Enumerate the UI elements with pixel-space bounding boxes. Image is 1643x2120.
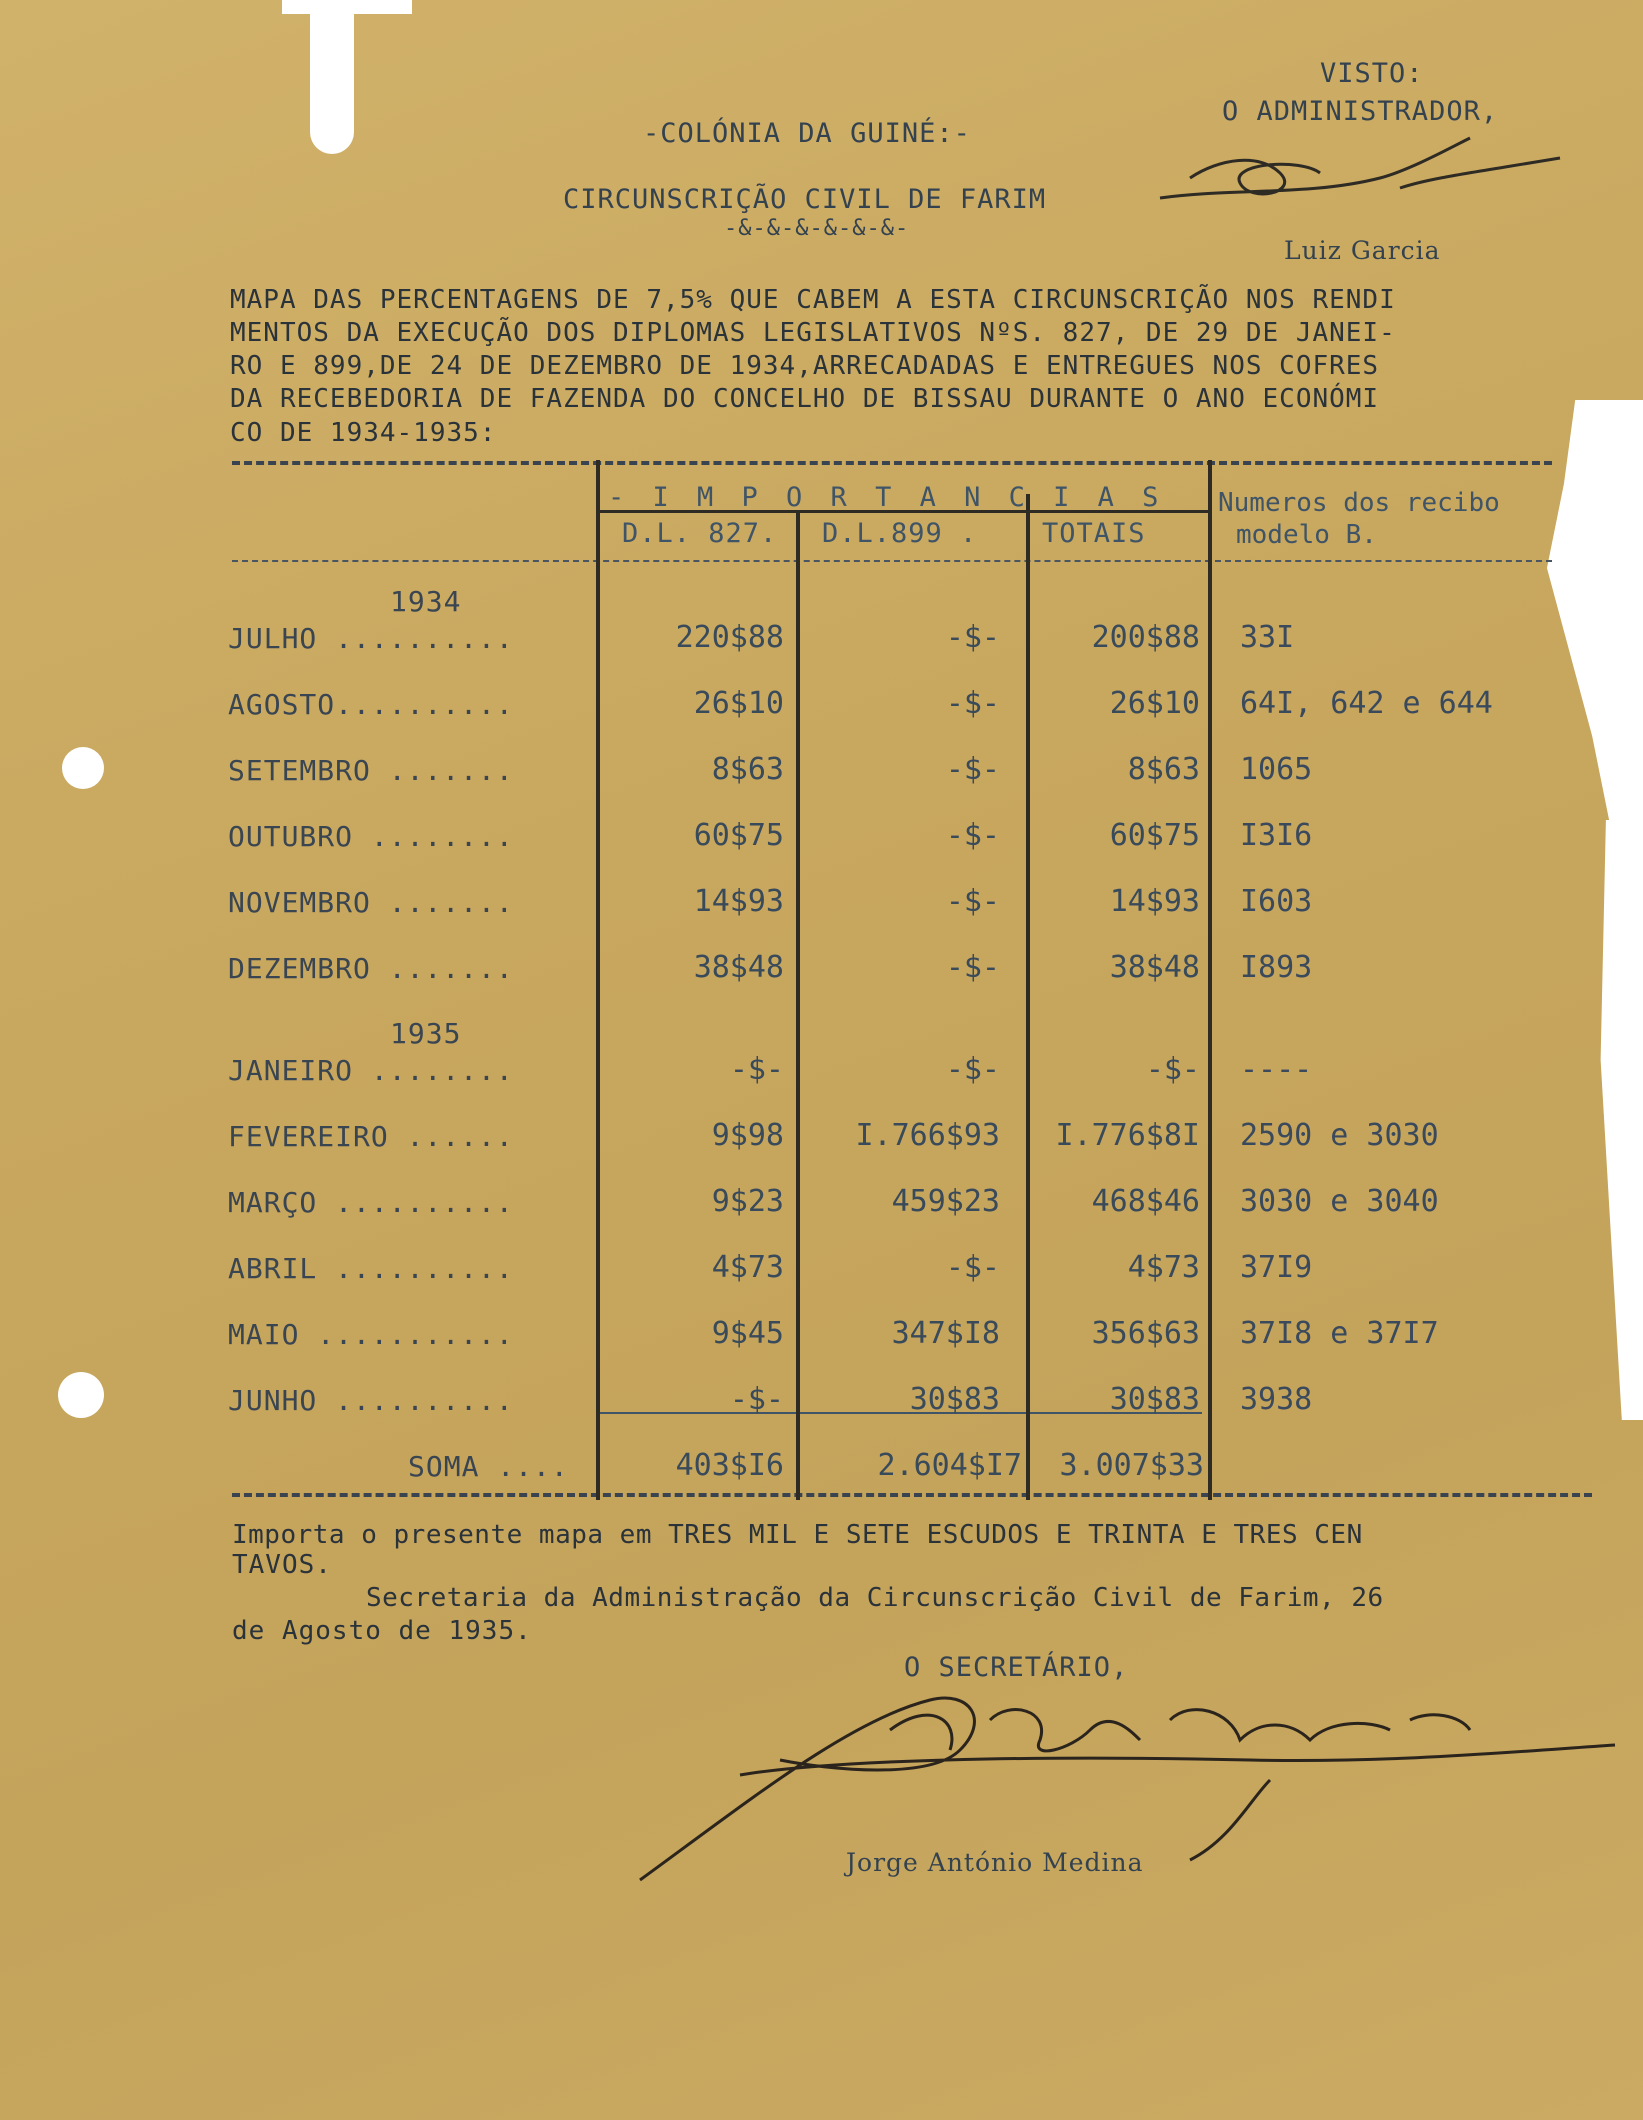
row-receipts: ---- — [1240, 1052, 1313, 1087]
row-dl899: -$- — [945, 1052, 1000, 1087]
row-dl827: -$- — [729, 1052, 784, 1087]
column-rule-4 — [1208, 460, 1212, 1500]
sum-dl827: 403$I6 — [675, 1448, 784, 1483]
row-receipts: 33I — [1240, 620, 1295, 655]
row-receipts: 2590 e 3030 — [1240, 1118, 1439, 1153]
column-rule-2 — [796, 510, 800, 1500]
row-dl827: 38$48 — [693, 950, 784, 985]
row-dl899: -$- — [945, 752, 1000, 787]
row-dl827: 9$98 — [711, 1118, 784, 1153]
row-month: FEVEREIRO ...... — [228, 1120, 514, 1153]
row-total: 30$83 — [1109, 1382, 1200, 1417]
sum-label: SOMA .... — [408, 1450, 569, 1483]
torn-edge-top — [282, 0, 412, 14]
visto-label: VISTO: — [1320, 58, 1424, 89]
intro-line-3: RO E 899,DE 24 DE DEZEMBRO DE 1934,ARRECADADAS E ENTREGUES NOS COFRES — [230, 351, 1380, 381]
row-dl899: -$- — [945, 818, 1000, 853]
row-total: 14$93 — [1109, 884, 1200, 919]
row-dl899: -$- — [945, 950, 1000, 985]
row-total: -$- — [1145, 1052, 1200, 1087]
row-dl827: 9$23 — [711, 1184, 784, 1219]
row-total: 38$48 — [1109, 950, 1200, 985]
row-month: DEZEMBRO ....... — [228, 952, 514, 985]
footer-line-4: de Agosto de 1935. — [232, 1616, 532, 1646]
footer-line-2: TAVOS. — [232, 1550, 332, 1580]
secretario-label: O SECRETÁRIO, — [904, 1652, 1129, 1683]
row-dl899: 30$83 — [909, 1382, 1000, 1417]
colony-title: -COLÓNIA DA GUINÉ:- — [643, 118, 971, 149]
punch-hole-bottom — [58, 1372, 104, 1418]
row-dl827: 8$63 — [711, 752, 784, 787]
row-month: JULHO .......... — [228, 622, 514, 655]
row-receipts: I3I6 — [1240, 818, 1313, 853]
table-bottom-rule — [232, 1493, 1592, 1497]
sum-dl899: 2.604$I7 — [877, 1448, 1022, 1483]
importancias-header: - I M P O R T A N C I A S — [608, 482, 1165, 513]
row-month: ABRIL .......... — [228, 1252, 514, 1285]
row-receipts: 64I, 642 e 644 — [1240, 686, 1493, 721]
footer-line-1: Importa o presente mapa em TRES MIL E SETE ESCUDOS E TRINTA E TRES CEN — [232, 1520, 1363, 1550]
row-month: NOVEMBRO ....... — [228, 886, 514, 919]
row-month: JANEIRO ........ — [228, 1054, 514, 1087]
row-dl899: 347$I8 — [891, 1316, 1000, 1351]
receipt-header-line-1: Numeros dos recibo — [1218, 488, 1500, 518]
header-separator-rule — [232, 560, 1552, 562]
column-header-dl827: D.L. 827. — [622, 518, 778, 549]
row-month: MAIO ........... — [228, 1318, 514, 1351]
row-dl899: -$- — [945, 620, 1000, 655]
row-dl899: -$- — [945, 884, 1000, 919]
administrador-name: Luiz Garcia — [1284, 236, 1441, 265]
torn-edge-right-mid — [1590, 820, 1643, 1420]
row-month: OUTUBRO ........ — [228, 820, 514, 853]
row-dl827: -$- — [729, 1382, 784, 1417]
row-receipts: 3030 e 3040 — [1240, 1184, 1439, 1219]
intro-line-2: MENTOS DA EXECUÇÃO DOS DIPLOMAS LEGISLATIVOS NºS. 827, DE 29 DE JANEI- — [230, 318, 1396, 348]
column-header-dl899: D.L.899 . — [822, 518, 978, 549]
row-dl899: -$- — [945, 686, 1000, 721]
row-receipts: 37I8 e 37I7 — [1240, 1316, 1439, 1351]
row-dl899: -$- — [945, 1250, 1000, 1285]
row-dl899: I.766$93 — [855, 1118, 1000, 1153]
row-total: 356$63 — [1091, 1316, 1200, 1351]
row-dl827: 220$88 — [675, 620, 784, 655]
row-dl827: 9$45 — [711, 1316, 784, 1351]
punch-hole-top — [62, 747, 104, 789]
ornament-line: -&-&-&-&-&-&- — [724, 216, 910, 241]
secretario-name: Jorge António Medina — [846, 1848, 1144, 1877]
administrador-label: O ADMINISTRADOR, — [1222, 96, 1499, 127]
row-month: AGOSTO.......... — [228, 688, 514, 721]
row-total: 26$10 — [1109, 686, 1200, 721]
row-month: SETEMBRO ....... — [228, 754, 514, 787]
row-total: I.776$8I — [1055, 1118, 1200, 1153]
row-receipts: 3938 — [1240, 1382, 1313, 1417]
administrador-signature — [1150, 118, 1570, 218]
row-receipts: I893 — [1240, 950, 1313, 985]
row-total: 4$73 — [1127, 1250, 1200, 1285]
torn-notch — [310, 14, 354, 154]
table-top-rule — [232, 461, 1552, 465]
row-dl827: 14$93 — [693, 884, 784, 919]
row-total: 468$46 — [1091, 1184, 1200, 1219]
sum-total: 3.007$33 — [1059, 1448, 1204, 1483]
intro-line-5: CO DE 1934-1935: — [230, 418, 497, 448]
receipt-header-line-2: modelo B. — [1236, 520, 1377, 550]
row-month: MARÇO .......... — [228, 1186, 514, 1219]
row-receipts: 37I9 — [1240, 1250, 1313, 1285]
row-dl899: 459$23 — [891, 1184, 1000, 1219]
row-dl827: 60$75 — [693, 818, 784, 853]
circunscricao-title: CIRCUNSCRIÇÃO CIVIL DE FARIM — [563, 184, 1047, 215]
intro-line-1: MAPA DAS PERCENTAGENS DE 7,5% QUE CABEM A ESTA CIRCUNSCRIÇÃO NOS RENDI — [230, 285, 1396, 315]
row-total: 8$63 — [1127, 752, 1200, 787]
year-1935: 1935 — [390, 1017, 462, 1050]
intro-line-4: DA RECEBEDORIA DE FAZENDA DO CONCELHO DE BISSAU DURANTE O ANO ECONÓMI — [230, 384, 1380, 414]
row-dl827: 26$10 — [693, 686, 784, 721]
footer-line-3: Secretaria da Administração da Circunscrição Civil de Farim, 26 — [366, 1583, 1384, 1613]
row-receipts: I603 — [1240, 884, 1313, 919]
row-receipts: 1065 — [1240, 752, 1313, 787]
column-header-totais: TOTAIS — [1042, 518, 1146, 549]
row-total: 60$75 — [1109, 818, 1200, 853]
year-1934: 1934 — [390, 585, 462, 618]
row-dl827: 4$73 — [711, 1250, 784, 1285]
row-month: JUNHO .......... — [228, 1384, 514, 1417]
row-total: 200$88 — [1091, 620, 1200, 655]
